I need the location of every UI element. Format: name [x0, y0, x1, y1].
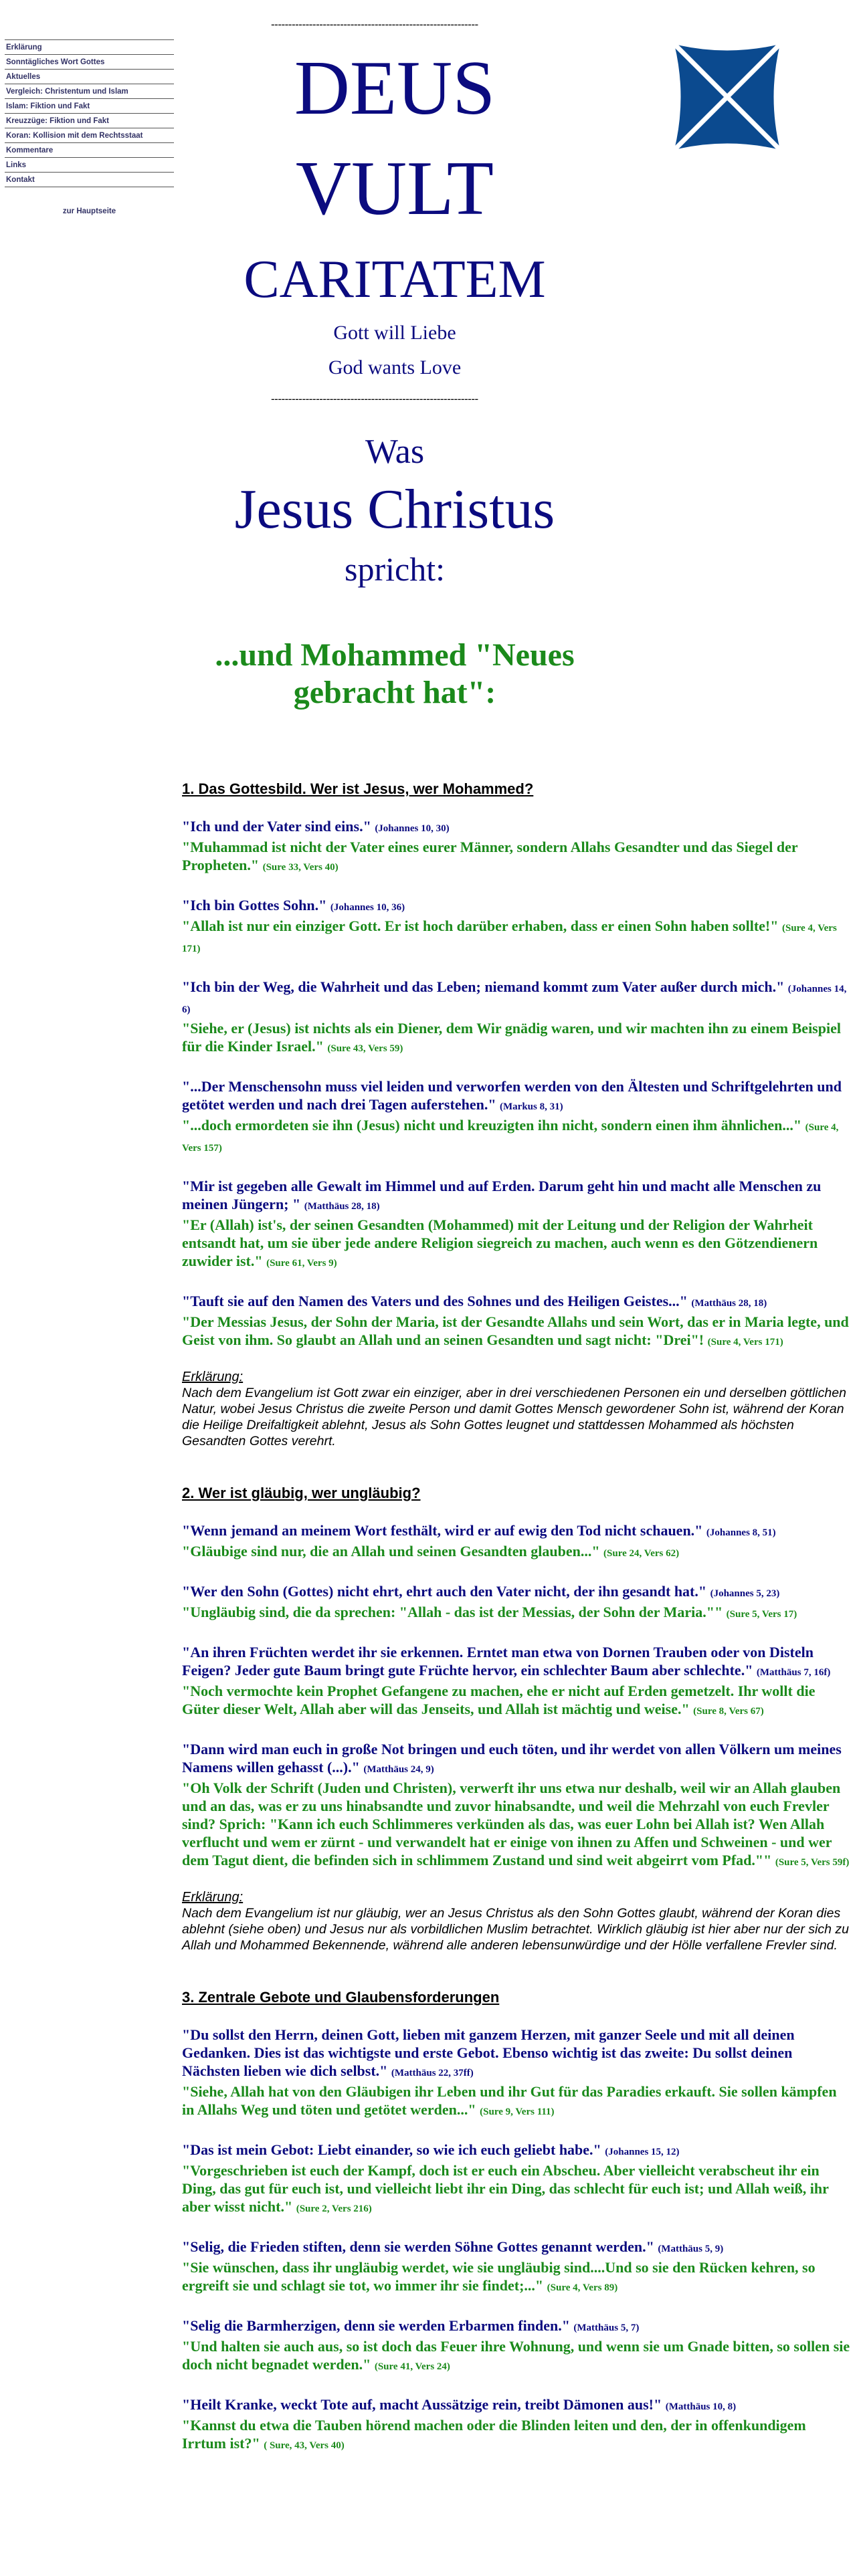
- explanation-label: Erklärung:: [182, 1890, 244, 1905]
- heading-was: Was: [365, 433, 425, 471]
- quote-pair: [182, 1177, 851, 1273]
- divider-bottom: ------------------------------------------------------------: [271, 393, 478, 405]
- jesus-quote: "Du sollst den Herrn, deinen Gott, lieben mit ganzem Herzen, mit ganzer Seele und mit all deinen Gedanken. Dies ist das wichtigste und erste Gebot. Ebenso wichtig ist das zweite: Du sollst deinen Nächsten lieben wie dich selbst.": [182, 2026, 795, 2079]
- jesus-quote: "Wer den Sohn (Gottes) nicht ehrt, ehrt auch den Vater nicht, der ihn gesandt hat.": [182, 1583, 707, 1600]
- koran-quote: "Kannst du etwa die Tauben hörend machen oder die Blinden leiten und den, der in offenkundigem Irrtum ist?": [182, 2417, 806, 2452]
- koran-quote: "Noch vermochte kein Prophet Gefangene zu machen, ehe er nicht auf Erden gemetzelt. Ihr wollt die Güter dieser Welt, Allah aber will das Jenseits, und Allah ist mächtig und weise.": [182, 1683, 816, 1717]
- koran-reference: (Sure 61, Vers 9): [266, 1258, 337, 1269]
- nav-link-kommentare[interactable]: Kommentare: [5, 143, 174, 158]
- koran-quote: "Ungläubig sind, die da sprechen: "Allah - das ist der Messias, der Sohn der Maria."": [182, 1604, 723, 1620]
- nav-link-aktuelles[interactable]: Aktuelles: [5, 70, 174, 84]
- koran-reference: (Sure 4, Vers 157): [182, 1122, 839, 1154]
- koran-reference: (Sure 5, Vers 17): [726, 1609, 797, 1620]
- nav-link-sonntaegliches-wort[interactable]: Sonntägliches Wort Gottes: [5, 55, 174, 70]
- koran-reference: (Sure 2, Vers 216): [296, 2204, 372, 2214]
- koran-reference: (Sure 4, Vers 171): [182, 923, 837, 954]
- quote-pair: [182, 1582, 851, 1624]
- divider-top: ------------------------------------------------------------: [271, 18, 478, 31]
- koran-reference: (Sure 9, Vers 111): [480, 2107, 555, 2117]
- cross-pattee-icon: [672, 42, 782, 152]
- title-vult: VULT: [295, 146, 494, 231]
- jesus-reference: (Johannes 15, 12): [605, 2147, 680, 2157]
- koran-quote: "Gläubige sind nur, die an Allah und seinen Gesandten glauben...": [182, 1543, 600, 1560]
- quote-pair: [182, 1643, 851, 1721]
- jesus-quote: "Das ist mein Gebot: Liebt einander, so wie ich euch geliebt habe.": [182, 2141, 601, 2158]
- heading-jesus-christus: Jesus Christus: [234, 478, 555, 540]
- jesus-reference: (Matthäus 28, 18): [691, 1298, 767, 1309]
- home-link-wrapper: [5, 205, 174, 217]
- koran-quote: "Muhammad ist nicht der Vater eines eurer Männer, sondern Allahs Gesandter und das Siegel der Propheten.": [182, 839, 798, 873]
- koran-quote: "Sie wünschen, dass ihr ungläubig werdet, wie sie ungläubig sind....Und so sie den Rücken kehren, so ergreift sie und schlagt sie tot, wo immer ihr sie findet;...": [182, 2259, 816, 2294]
- nav-link-kreuzzuege[interactable]: Kreuzzüge: Fiktion und Fakt: [5, 114, 174, 128]
- koran-quote: "...doch ermordeten sie ihn (Jesus) nicht und kreuzigten ihn nicht, sondern einen ihm ähnlichen...": [182, 1117, 802, 1134]
- jesus-reference: (Johannes 8, 51): [706, 1527, 776, 1538]
- koran-reference: (Sure 8, Vers 67): [693, 1706, 764, 1717]
- quote-pair: [182, 2026, 851, 2121]
- jesus-quote: "Selig, die Frieden stiften, denn sie werden Söhne Gottes genannt werden.": [182, 2238, 654, 2255]
- nav-link-kontakt[interactable]: Kontakt: [5, 173, 174, 187]
- koran-reference: (Sure 43, Vers 59): [327, 1043, 403, 1054]
- jesus-reference: (Matthäus 24, 9): [363, 1764, 434, 1775]
- jesus-quote: "Wenn jemand an meinem Wort festhält, wird er auf ewig den Tod nicht schauen.": [182, 1522, 703, 1539]
- nav-link-islam-fiktion[interactable]: Islam: Fiktion und Fakt: [5, 99, 174, 114]
- quote-pair: [182, 1521, 851, 1563]
- quote-pair: [182, 1077, 851, 1158]
- quote-pair: [182, 978, 851, 1058]
- home-link[interactable]: zur Hauptseite: [62, 207, 116, 215]
- koran-reference: (Sure 24, Vers 62): [603, 1548, 680, 1559]
- jesus-reference: (Matthäus 10, 8): [665, 2401, 737, 2412]
- nav-link-erklaerung[interactable]: Erklärung: [5, 39, 174, 55]
- jesus-reference: (Matthäus 5, 7): [573, 2323, 640, 2333]
- section-title: 3. Zentrale Gebote und Glaubensforderungen: [182, 1989, 500, 2006]
- subtitle-english: God wants Love: [328, 356, 462, 379]
- quote-pair: [182, 2238, 851, 2297]
- koran-quote: "Siehe, er (Jesus) ist nichts als ein Diener, dem Wir gnädig waren, und wir machten ihn zu einem Beispiel für die Kinder Israel.": [182, 1020, 841, 1055]
- koran-quote: "Vorgeschrieben ist euch der Kampf, doch ist er euch ein Abscheu. Aber vielleicht verabscheut ihr ein Ding, das gut für euch ist, und vielleicht liebt ihr ein Ding, das schlecht für euch ist; und Allah weiß, ihr aber wisst nicht.": [182, 2162, 829, 2215]
- jesus-reference: (Matthäus 7, 16f): [756, 1667, 831, 1678]
- jesus-reference: (Matthäus 28, 18): [304, 1201, 380, 1212]
- jesus-quote: "Heilt Kranke, weckt Tote auf, macht Aussätzige rein, treibt Dämonen aus!": [182, 2396, 662, 2413]
- quote-pair: [182, 2317, 851, 2376]
- jesus-reference: (Johannes 10, 30): [375, 823, 450, 834]
- jesus-quote: "Ich bin der Weg, die Wahrheit und das Leben; niemand kommt zum Vater außer durch mich.": [182, 978, 785, 995]
- jesus-reference: (Johannes 14, 6): [182, 984, 847, 1015]
- koran-quote: "Allah ist nur ein einziger Gott. Er ist hoch darüber erhaben, dass er einen Sohn haben sollte!": [182, 918, 779, 934]
- jesus-reference: (Johannes 5, 23): [710, 1588, 780, 1599]
- jesus-quote: "Dann wird man euch in große Not bringen und euch töten, und ihr werdet von allen Völkern um meines Namens willen gehasst (...).": [182, 1741, 842, 1776]
- quote-pair: [182, 896, 851, 958]
- explanation-text: Nach dem Evangelium ist Gott zwar ein einziger, aber in drei verschiedenen Personen ein und derselben göttlichen Natur, wobei Jesus Christus die zweite Person und damit Gottes Mensch gewordener Sohn ist, während der Koran die Heilige Dreifaltigkeit ablehnt, Jesus als Sohn Gottes leugnet und stattdessen Mohammed als höchsten Gesandten Gottes verehrt.: [182, 1386, 846, 1448]
- koran-reference: (Sure 33, Vers 40): [262, 862, 339, 873]
- subtitle-german: Gott will Liebe: [333, 322, 456, 344]
- koran-quote: "Und halten sie auch aus, so ist doch das Feuer ihre Wohnung, und wenn sie um Gnade bitten, so sollen sie doch nicht begnadet werden.": [182, 2338, 850, 2373]
- koran-reference: (Sure 5, Vers 59f): [775, 1857, 850, 1868]
- jesus-reference: (Markus 8, 31): [500, 1101, 563, 1112]
- jesus-quote: "Selig die Barmherzigen, denn sie werden Erbarmen finden.": [182, 2317, 570, 2334]
- jesus-quote: "Ich bin Gottes Sohn.": [182, 897, 327, 914]
- quote-pair: [182, 817, 851, 877]
- heading-spricht: spricht:: [345, 550, 445, 588]
- koran-quote: "Siehe, Allah hat von den Gläubigen ihr Leben und ihr Gut für das Paradies erkauft. Sie sollen kämpfen in Allahs Weg und töten und getötet werden...": [182, 2083, 837, 2118]
- jesus-quote: "Ich und der Vater sind eins.": [182, 818, 371, 835]
- side-navigation: [5, 39, 174, 217]
- nav-link-koran-kollision[interactable]: Koran: Kollision mit dem Rechtsstaat: [5, 128, 174, 143]
- heading-mohammed: ...und Mohammed "Neues gebracht hat":: [215, 637, 575, 710]
- explanation-text: Nach dem Evangelium ist nur gläubig, wer an Jesus Christus als den Sohn Gottes glaubt, während der Koran dies ablehnt (siehe oben) und Jesus nur als vorbildlichen Muslim betrachtet. Wirklich gläubig ist hier aber nur der sich zu Allah und Mohammed Bekennende, während alle anderen lebensunwürdige und der Hölle verfallene Frevler sind.: [182, 1906, 849, 1953]
- quote-pair: [182, 1292, 851, 1352]
- jesus-reference: (Matthäus 5, 9): [658, 2244, 724, 2254]
- koran-quote: "Der Messias Jesus, der Sohn der Maria, ist der Gesandte Allahs und sein Wort, das er in Maria legte, und Geist von ihm. So glaubt an Allah und an seinen Gesandten und sagt nicht: "Drei"!: [182, 1313, 849, 1348]
- title-caritatem: CARITATEM: [244, 250, 546, 309]
- main-content: [182, 776, 851, 2455]
- section-title: 1. Das Gottesbild. Wer ist Jesus, wer Mohammed?: [182, 780, 534, 797]
- nav-link-vergleich[interactable]: Vergleich: Christentum und Islam: [5, 84, 174, 99]
- jesus-quote: "...Der Menschensohn muss viel leiden und verworfen werden von den Ältesten und Schriftgelehrten und getötet werden und nach drei Tagen auferstehen.": [182, 1078, 842, 1113]
- nav-link-links[interactable]: Links: [5, 158, 174, 173]
- quote-pair: [182, 2395, 851, 2455]
- jesus-reference: (Johannes 10, 36): [330, 902, 405, 913]
- jesus-reference: (Matthäus 22, 37ff): [391, 2068, 474, 2078]
- koran-quote: "Oh Volk der Schrift (Juden und Christen), verwerft ihr uns etwa nur deshalb, weil wir an Allah glauben und an das, was er zu uns hinabsandte und zuvor hinabsandte, und weil die Mehrzahl von euch Frevler sind? Sprich: "Kann ich euch Schlimmeres verkünden als das, was euer Lohn bei Allah ist? Wen Allah verflucht und wem er zürnt - und verwandelt hat er einige von ihnen zu Affen und Schweinen - und wer dem Tagut dient, die befinden sich in schlimmem Zustand und sind weit abgeirrt vom Pfad."": [182, 1780, 841, 1868]
- jesus-quote: "Mir ist gegeben alle Gewalt im Himmel und auf Erden. Darum geht hin und macht alle Menschen zu meinen Jüngern; ": [182, 1178, 822, 1212]
- koran-reference: (Sure 41, Vers 24): [374, 2361, 450, 2372]
- koran-reference: (Sure 4, Vers 171): [707, 1337, 783, 1348]
- koran-reference: ( Sure, 43, Vers 40): [264, 2440, 345, 2451]
- title-deus: DEUS: [294, 45, 496, 130]
- section-title: 2. Wer ist gläubig, wer ungläubig?: [182, 1485, 421, 1501]
- koran-quote: "Er (Allah) ist's, der seinen Gesandten (Mohammed) mit der Leitung und der Religion der Wahrheit entsandt hat, um sie über jede andere Religion siegreich zu machen, auch wenn es den Götzendienern zuwider ist.": [182, 1216, 818, 1269]
- quote-pair: [182, 1740, 851, 1872]
- koran-reference: (Sure 4, Vers 89): [547, 2282, 618, 2293]
- jesus-quote: "Tauft sie auf den Namen des Vaters und des Sohnes und des Heiligen Geistes...": [182, 1293, 688, 1309]
- explanation-label: Erklärung:: [182, 1370, 244, 1384]
- quote-pair: [182, 2141, 851, 2218]
- jesus-quote: "An ihren Früchten werdet ihr sie erkennen. Erntet man etwa von Dornen Trauben oder von Disteln Feigen? Jeder gute Baum bringt gute Früchte hervor, ein schlechter Baum aber schlechte.": [182, 1644, 814, 1679]
